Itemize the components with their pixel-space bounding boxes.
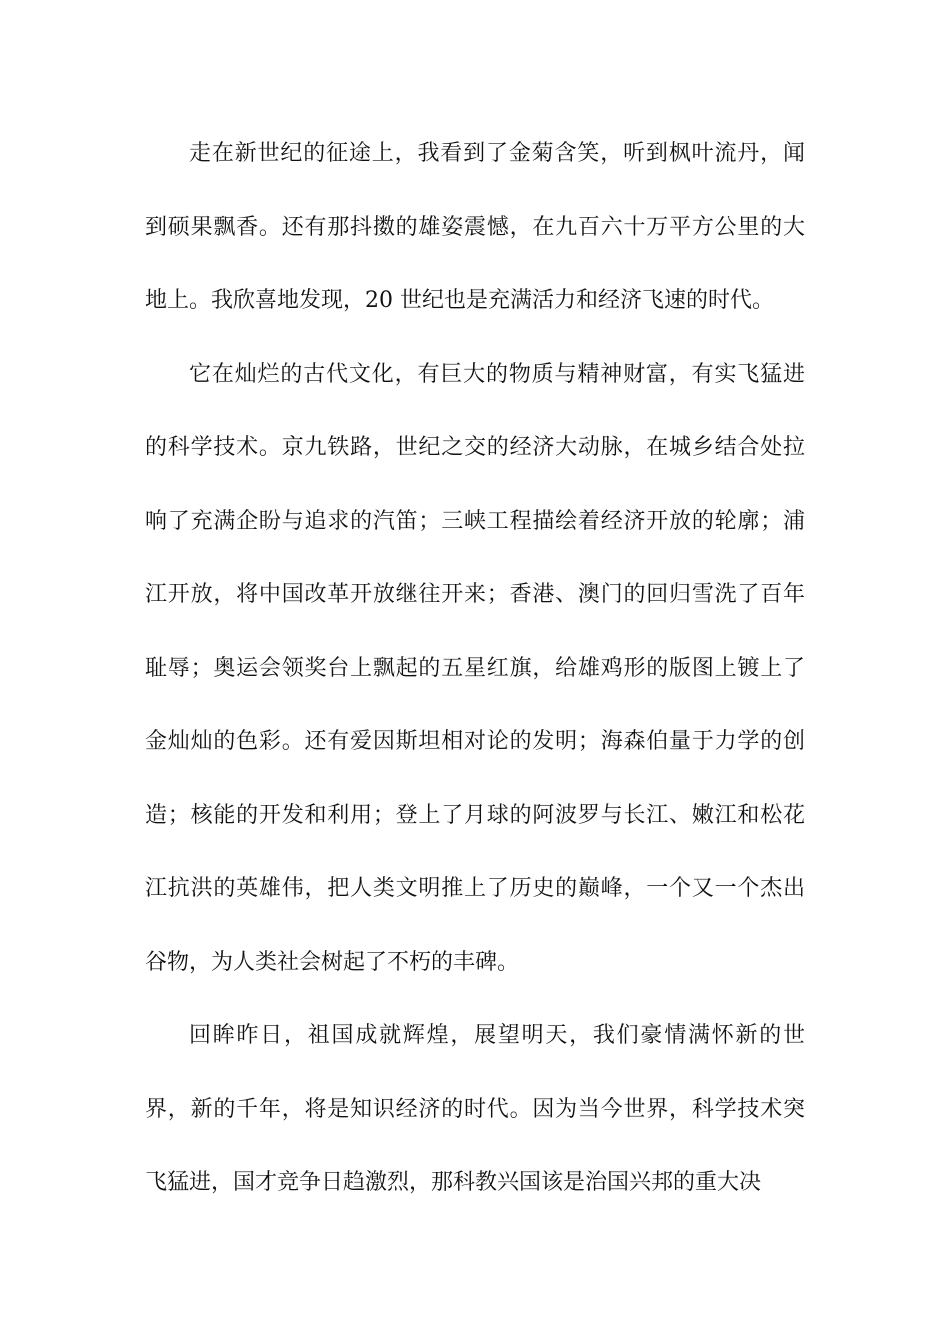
- text-line: 的科学技术。京九铁路，世纪之交的经济大动脉，在城乡结合处拉: [145, 435, 805, 460]
- text-line: 回眸昨日，祖国成就辉煌，展望明天，我们豪情满怀新的世: [189, 1023, 805, 1048]
- text-line: 造；核能的开发和利用；登上了月球的阿波罗与长江、嫩江和松花: [145, 802, 805, 828]
- text-line: 响了充满企盼与追求的汽笛；三峡工程描绘着经济开放的轮廓；浦: [145, 508, 805, 534]
- body-text: [145, 124, 805, 1227]
- text-line: 金灿灿的色彩。还有爱因斯坦相对论的发明；海森伯量于力学的创: [145, 729, 805, 754]
- text-line: 地上。我欣喜地发现，20 世纪也是充满活力和经济飞速的时代。: [145, 288, 774, 313]
- text-line: 界，新的千年，将是知识经济的时代。因为当今世界，科学技术突: [145, 1096, 805, 1122]
- text-line: 谷物，为人类社会树起了不朽的丰碑。: [145, 949, 520, 975]
- text-line: 走在新世纪的征途上，我看到了金菊含笑，听到枫叶流丹，闻: [189, 141, 805, 166]
- text-line: 江开放，将中国改革开放继往开来；香港、澳门的回归雪洗了百年: [145, 582, 805, 607]
- text-line: 耻辱；奥运会领奖台上飘起的五星红旗，给雄鸡形的版图上镀上了: [145, 655, 805, 681]
- text-line: 到硕果飘香。还有那抖擞的雄姿震憾，在九百六十万平方公里的大: [145, 214, 805, 240]
- text-line: 飞猛进，国才竞争日趋激烈，那科教兴国该是治国兴邦的重大决: [145, 1170, 762, 1195]
- text-line: 江抗洪的英雄伟，把人类文明推上了历史的巅峰，一个又一个杰出: [145, 876, 805, 901]
- text-line: 它在灿烂的古代文化，有巨大的物质与精神财富，有实飞猛进: [189, 361, 805, 387]
